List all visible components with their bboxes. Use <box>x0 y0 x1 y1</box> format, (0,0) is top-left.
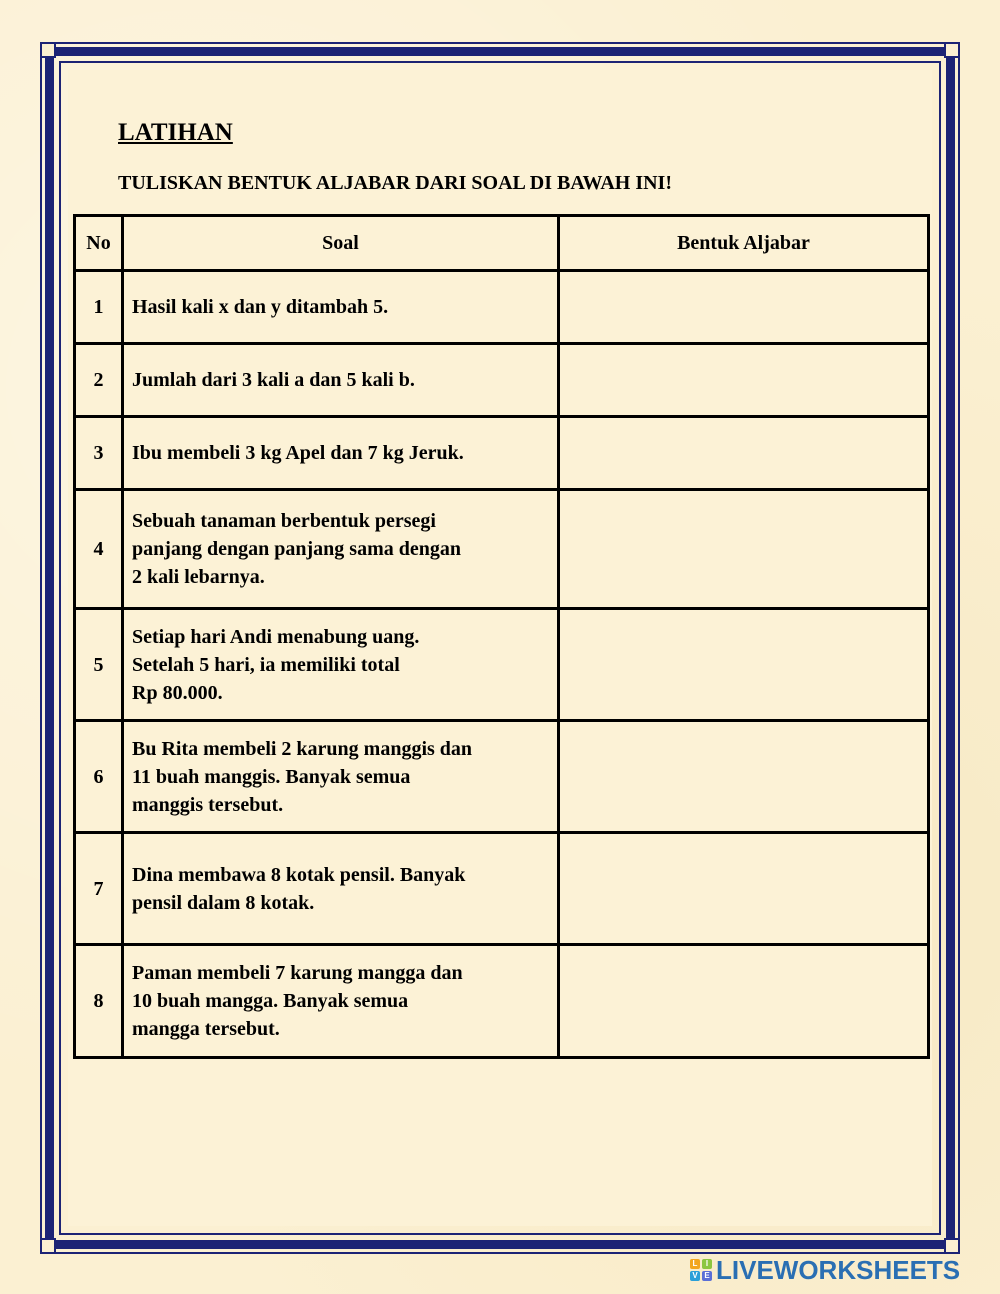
question-text <box>123 417 559 490</box>
answer-input-6[interactable] <box>561 723 926 830</box>
answer-cell <box>559 344 929 417</box>
page-title: LATIHAN <box>118 119 233 146</box>
logo-mark-square: V <box>690 1271 700 1281</box>
instruction-text: TULISKAN BENTUK ALJABAR DARI SOAL DI BAWAH INI! <box>118 172 673 194</box>
question-line: Ibu membeli 3 kg Apel dan 7 kg Jeruk. <box>132 442 464 464</box>
answer-cell <box>559 833 929 945</box>
row-number: 2 <box>75 344 123 417</box>
row-number: 5 <box>75 609 123 721</box>
liveworksheets-mark-icon <box>690 1259 712 1281</box>
table-row <box>75 344 929 417</box>
logo-text: LIVEWORKSHEETS <box>716 1254 961 1285</box>
column-header-soal: Soal <box>123 216 559 271</box>
row-number: 1 <box>75 271 123 344</box>
question-text <box>123 490 559 609</box>
row-number: 7 <box>75 833 123 945</box>
answer-input-5[interactable] <box>561 611 926 718</box>
table-row <box>75 945 929 1058</box>
question-line: manggis tersebut. <box>132 793 284 816</box>
corner-ornament-bottom-left <box>40 1238 56 1254</box>
column-header-no: No <box>75 216 123 271</box>
table-row <box>75 271 929 344</box>
question-line: pensil dalam 8 kotak. <box>132 891 315 914</box>
question-line: panjang dengan panjang sama dengan <box>132 538 461 560</box>
table-row <box>75 721 929 833</box>
question-line: 2 kali lebarnya. <box>132 566 265 588</box>
table-row <box>75 490 929 609</box>
logo-mark-square: E <box>702 1271 712 1281</box>
corner-ornament-bottom-right <box>944 1238 960 1254</box>
question-line: Rp 80.000. <box>132 681 223 704</box>
liveworksheets-logo[interactable] <box>690 1255 960 1285</box>
question-line: Setiap hari Andi menabung uang. <box>132 625 420 648</box>
answer-cell <box>559 945 929 1058</box>
question-line: Dina membawa 8 kotak pensil. Banyak <box>132 863 466 886</box>
question-text <box>123 344 559 417</box>
question-line: Sebuah tanaman berbentuk persegi <box>132 510 436 532</box>
question-line: Hasil kali x dan y ditambah 5. <box>132 296 389 318</box>
question-text <box>123 833 559 945</box>
question-line: Setelah 5 hari, ia memiliki total <box>132 653 400 676</box>
answer-input-4[interactable] <box>561 492 926 606</box>
corner-ornament-top-left <box>40 42 56 58</box>
row-number: 3 <box>75 417 123 490</box>
question-line: Paman membeli 7 karung mangga dan <box>132 962 463 984</box>
question-text <box>123 271 559 344</box>
question-text <box>123 945 559 1058</box>
table-row <box>75 833 929 945</box>
question-line: 10 buah mangga. Banyak semua <box>132 990 409 1012</box>
table-row <box>75 417 929 490</box>
table-header-row <box>75 216 929 271</box>
answer-cell <box>559 417 929 490</box>
row-number: 8 <box>75 945 123 1058</box>
answer-input-7[interactable] <box>561 835 926 942</box>
row-number: 6 <box>75 721 123 833</box>
question-line: Jumlah dari 3 kali a dan 5 kali b. <box>132 369 415 391</box>
answer-input-1[interactable] <box>561 273 926 341</box>
worksheet-table <box>73 214 930 1059</box>
question-text <box>123 721 559 833</box>
answer-input-8[interactable] <box>561 947 926 1055</box>
logo-mark-square: L <box>690 1259 700 1269</box>
question-text <box>123 609 559 721</box>
answer-input-2[interactable] <box>561 346 926 414</box>
answer-cell <box>559 609 929 721</box>
corner-ornament-top-right <box>944 42 960 58</box>
column-header-bentuk-aljabar: Bentuk Aljabar <box>559 216 929 271</box>
answer-cell <box>559 271 929 344</box>
question-line: Bu Rita membeli 2 karung manggis dan <box>132 737 473 760</box>
question-line: 11 buah manggis. Banyak semua <box>132 765 411 788</box>
answer-cell <box>559 490 929 609</box>
logo-mark-square: I <box>702 1259 712 1269</box>
row-number: 4 <box>75 490 123 609</box>
question-line: mangga tersebut. <box>132 1018 280 1040</box>
answer-input-3[interactable] <box>561 419 926 487</box>
table-row <box>75 609 929 721</box>
answer-cell <box>559 721 929 833</box>
